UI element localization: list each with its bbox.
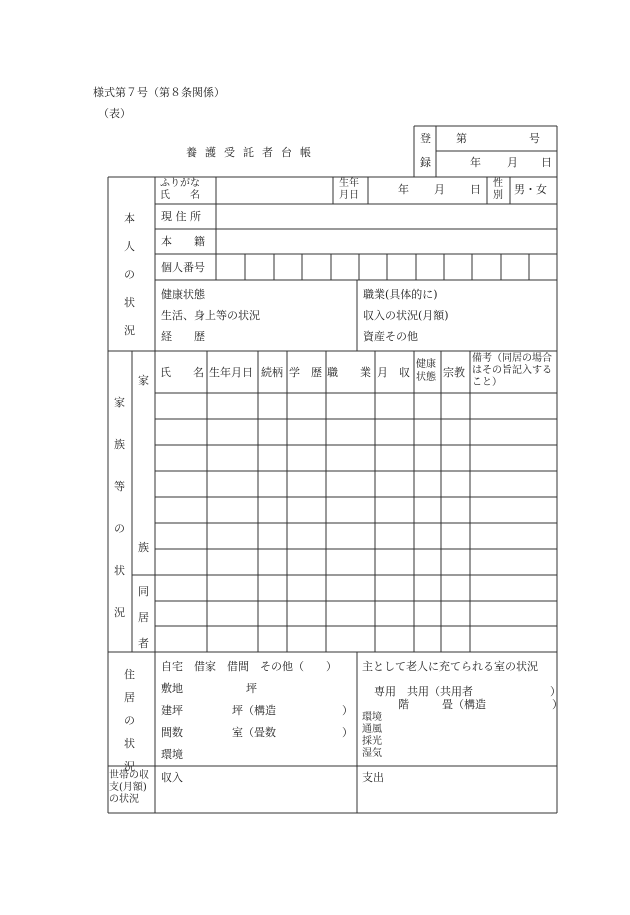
budget-expense: 支出	[362, 771, 384, 784]
col-occupation: 職 業	[327, 366, 371, 379]
site-label: 敷地	[161, 682, 183, 695]
floor-tatami: 階 畳（構造 ）	[398, 698, 563, 711]
col-monthly-income: 月 収	[377, 366, 410, 379]
health-label: 健康状態	[161, 288, 205, 301]
floor-structure: 坪（構造 ）	[232, 704, 353, 717]
reg-label-top: 登	[420, 132, 431, 145]
environment-label: 環境	[161, 748, 183, 761]
budget-income: 収入	[161, 771, 183, 784]
furigana-label: ふりがな	[160, 178, 200, 189]
birth-label-top: 生年	[339, 178, 359, 189]
family-section-label: 家 族 等 の 状 況	[114, 396, 125, 619]
col-health-bottom: 状態	[416, 372, 436, 383]
housing-types: 自宅 借家 借間 その他（ ）	[161, 660, 337, 673]
reg-day: 日	[541, 156, 552, 169]
form-number: 様式第７号（第８条関係）	[93, 86, 225, 99]
room-env: 環境	[362, 712, 382, 723]
col-name: 氏 名	[160, 366, 204, 379]
person-section-label: 本 人 の 状 況	[124, 212, 135, 337]
sex-options: 男・女	[514, 183, 547, 196]
address-label: 現 住 所	[161, 210, 201, 223]
family-label-bottom: 族	[138, 541, 149, 554]
exclusive-shared: 専用 共用（共用者 ）	[374, 685, 561, 698]
occupation-label: 職業(具体的に)	[363, 288, 438, 301]
floor-label: 建坪	[161, 704, 183, 717]
sex-label-bottom: 別	[493, 190, 503, 201]
budget-section-label: 世帯の収支(月額)の状況	[109, 770, 149, 805]
reg-month: 月	[507, 156, 518, 169]
assets-label: 資産その他	[363, 330, 418, 343]
col-relation: 続柄	[261, 366, 283, 379]
col-health-top: 健康	[416, 359, 436, 370]
col-religion: 宗教	[443, 366, 465, 379]
cohabitant-label: 同 居 者	[138, 585, 149, 650]
lighting: 採光	[362, 736, 382, 747]
form-title: 養護受託者台帳	[186, 146, 319, 159]
birth-year: 年	[398, 183, 409, 196]
reg-year: 年	[470, 156, 481, 169]
reg-label-bottom: 録	[420, 156, 431, 169]
housing-section-label: 住 居 の 状 況	[124, 668, 135, 773]
col-remarks: 備考（同居の場合はその旨記入すること）	[472, 353, 552, 388]
site-tsubo: 坪	[246, 682, 257, 695]
birth-month: 月	[434, 183, 445, 196]
sex-label-top: 性	[493, 178, 503, 189]
name-label: 氏 名	[160, 190, 200, 201]
career-label: 経 歴	[161, 330, 205, 343]
domicile-label: 本 籍	[161, 235, 205, 248]
col-education: 学 歴	[289, 366, 322, 379]
income-label: 収入の状況(月額)	[363, 309, 449, 322]
reg-no-suffix: 号	[529, 132, 540, 145]
living-label: 生活、身上等の状況	[161, 309, 260, 322]
reg-no-prefix: 第	[456, 132, 467, 145]
room-title: 主として老人に充てられる室の状況	[362, 660, 538, 673]
family-label-top: 家	[138, 374, 149, 387]
personal-number-label: 個人番号	[161, 261, 205, 274]
rooms-tatami: 室（畳数 ）	[232, 726, 353, 739]
birth-label-bottom: 月日	[339, 190, 359, 201]
ventilation: 通風	[362, 724, 382, 735]
form-side: （表）	[98, 107, 131, 120]
birth-day: 日	[470, 183, 481, 196]
col-birth: 生年月日	[209, 366, 253, 379]
rooms-label: 間数	[161, 726, 183, 739]
humidity: 湿気	[362, 748, 382, 759]
